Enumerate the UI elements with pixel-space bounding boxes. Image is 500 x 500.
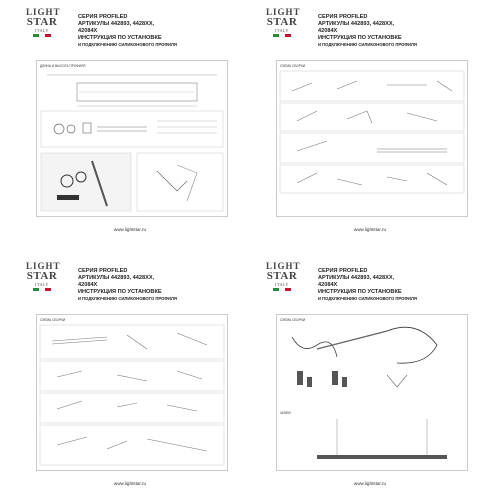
page-header: СЕРИЯ PROFILED АРТИКУЛЫ 442893, 4428XX, 42084X ИНСТРУКЦИЯ ПО УСТАНОВКЕ И ПОДКЛЮЧЕНИЮ СИЛИКОНОВОГО ПРОФИЛЯ <box>318 268 417 301</box>
content-frame <box>36 60 228 217</box>
content-frame <box>276 314 468 471</box>
italy-flag-icon <box>33 288 51 291</box>
section-title: СХЕМА СБОРКИ <box>280 318 306 322</box>
section-title: СХЕМА СБОРКИ <box>40 318 66 322</box>
content-frame <box>36 314 228 471</box>
page-header: СЕРИЯ PROFILED АРТИКУЛЫ 442893, 4428XX, 42084X ИНСТРУКЦИЯ ПО УСТАНОВКЕ И ПОДКЛЮЧЕНИЮ СИЛИКОНОВОГО ПРОФИЛЯ <box>78 268 177 301</box>
manual-page-2 <box>260 4 480 234</box>
manual-page-3 <box>20 258 240 488</box>
italy-flag-icon <box>33 34 51 37</box>
manual-page-1 <box>20 4 240 234</box>
lightstar-logo: LIGHT STAR ITALY <box>26 8 58 37</box>
content-frame <box>276 60 468 217</box>
website-link[interactable]: www.lightstar.ru <box>353 481 387 486</box>
website-link[interactable]: www.lightstar.ru <box>113 227 147 232</box>
italy-flag-icon <box>273 288 291 291</box>
profile-dimension-diagram <box>37 61 227 216</box>
website-link[interactable]: www.lightstar.ru <box>353 227 387 232</box>
suspension-diagram <box>277 315 467 470</box>
assembly-steps-diagram <box>277 61 467 216</box>
manual-page-4 <box>260 258 480 488</box>
italy-flag-icon <box>273 34 291 37</box>
website-link[interactable]: www.lightstar.ru <box>113 481 147 486</box>
section-title: СХЕМА СБОРКИ <box>280 64 306 68</box>
section-title: ДЛИНА И ВЫСОТА ПРОФИЛЯ <box>40 64 86 68</box>
page-header: СЕРИЯ PROFILED АРТИКУЛЫ 442893, 4428XX, 42084X ИНСТРУКЦИЯ ПО УСТАНОВКЕ И ПОДКЛЮЧЕНИЮ СИЛИКОНОВОГО ПРОФИЛЯ <box>78 14 177 47</box>
assembly-steps-diagram <box>37 315 227 470</box>
page-header: СЕРИЯ PROFILED АРТИКУЛЫ 442893, 4428XX, 42084X ИНСТРУКЦИЯ ПО УСТАНОВКЕ И ПОДКЛЮЧЕНИЮ СИЛИКОНОВОГО ПРОФИЛЯ <box>318 14 417 47</box>
lightstar-logo: LIGHT STAR ITALY <box>26 262 58 291</box>
lightstar-logo: LIGHT STAR ITALY <box>266 262 298 291</box>
lightstar-logo: LIGHT STAR ITALY <box>266 8 298 37</box>
article-label: 442893 <box>280 411 291 415</box>
